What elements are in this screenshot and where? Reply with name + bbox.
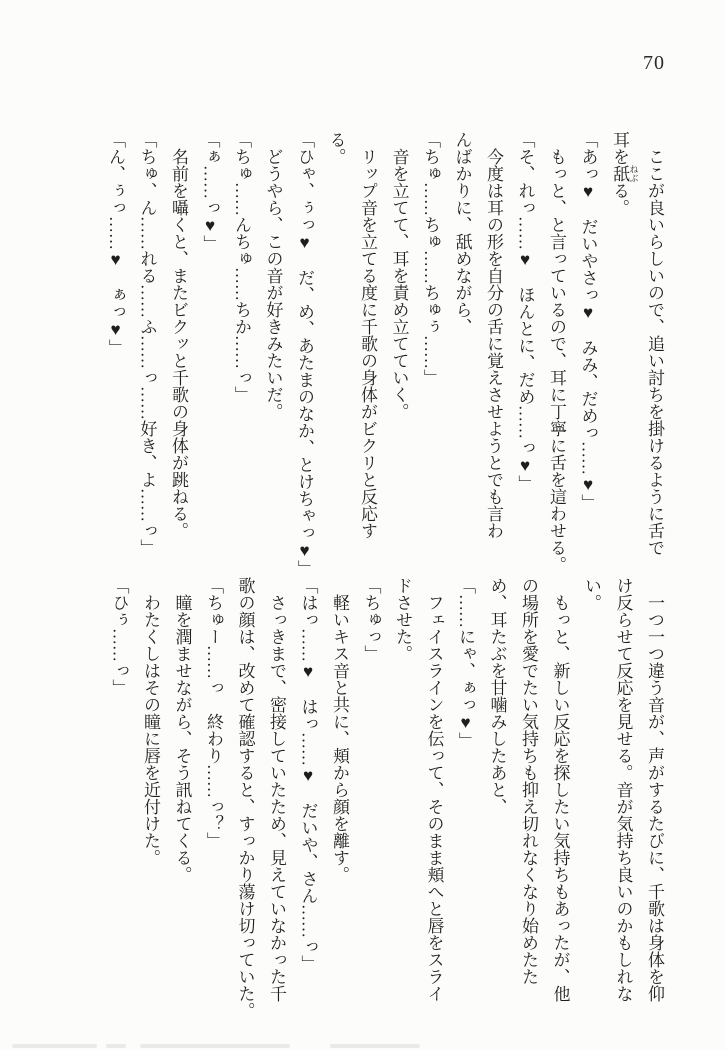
narration-line: どうやら、この音が好きみたいだ。 — [263, 148, 283, 420]
page-bottom-scan-artifact — [12, 1044, 97, 1048]
dialogue-line: 「ん、ぅっ……♥ ぁっ♥」 — [106, 131, 125, 356]
narration-line: 瞳を潤ませながら、そう訊ねてくる。 — [172, 594, 192, 883]
narration-line: ここが良いらしいので、追い討ちを掛けるように舌で — [645, 148, 664, 556]
narration-line: ドさせた。 — [393, 577, 412, 662]
narration-line: わたくしはその瞳に唇を近付けた。 — [141, 594, 160, 866]
narration-line: け反らせて反応を見せる。音が気持ち良いのかもしれな — [613, 577, 633, 1002]
page-number: 70 — [643, 52, 665, 74]
dialogue-line: 「そ、れっ……♥ ほんとに、だめ……っ♥」 — [515, 131, 535, 492]
text-block-upper — [100, 131, 671, 583]
dialogue-line: 「ちゅっ」 — [361, 577, 381, 662]
furigana: ねぶ — [628, 164, 639, 183]
narration-line: 今度は耳の形を自分の舌に覚えさせようとでも言わ — [484, 148, 503, 539]
narration-line: め、耳たぶを甘噛みしたあと、 — [487, 577, 507, 815]
narration-line: フェイスラインを伝って、そのまま頬へと唇をスライ — [424, 594, 444, 1002]
page-bottom-scan-artifact — [106, 1044, 126, 1048]
dialogue-line: 「ひぅ……っ」 — [109, 577, 129, 696]
text-block-lower — [103, 577, 670, 1029]
page-bottom-scan-artifact — [140, 1044, 290, 1048]
ruby-pre-text: 耳を — [610, 131, 629, 165]
narration-line: 歌の顔は、改めて確認すると、すっかり蕩け切っていた。 — [235, 577, 255, 1019]
dialogue-line: 「……にゃ、ぁっ♥」 — [456, 577, 475, 749]
dialogue-line: 「ちゅー……っ 終わり……っ？」 — [204, 577, 223, 849]
narration-line: の場所を愛でたい気持ちも抑え切れなくなり始めたた — [519, 577, 538, 985]
narration-line-with-furigana — [604, 131, 639, 583]
ruby-base: 舐 — [610, 164, 629, 183]
narration-line: もっと、新しい反応を探したい気持ちもあったが、他 — [550, 594, 570, 1002]
narration-line: さっきまで、密接していたため、見えていなかった千 — [267, 594, 286, 1002]
dialogue-line: 「ちゅ、ん……れる……ふ……っ……好き、よ……っ」 — [137, 131, 157, 556]
narration-line: んばかりに、舐めながら、 — [452, 131, 472, 335]
page-bottom-scan-artifact — [330, 1044, 420, 1048]
ruby-post-text: る。 — [610, 182, 629, 216]
dialogue-line: 「ひゃ、ぅっ♥ だ、め、あたまのなか、とけちゃっ♥」 — [295, 131, 314, 577]
narration-line: もっと、と言っているので、耳に丁寧に舌を這わせる。 — [547, 148, 566, 573]
dialogue-line: 「あっ♥ だいやさっ♥ みみ、だめっ……♥」 — [578, 131, 598, 511]
narration-line: る。 — [326, 131, 346, 165]
narration-line: リップ音を立てる度に千歌の身体がビクリと反応す — [358, 148, 377, 539]
narration-line: 一つ一つ違う音が、声がするたびに、千歌は身体を仰 — [645, 594, 664, 1002]
narration-line: い。 — [582, 577, 601, 611]
dialogue-line: 「ちゅ……ちゅ……ちゅぅ……」 — [421, 131, 440, 386]
narration-line: 音を立てて、耳を責め立てていく。 — [389, 148, 409, 420]
dialogue-line: 「ぁ……っ♥」 — [200, 131, 220, 252]
narration-line: 軽いキス音と共に、頬から顔を離す。 — [330, 594, 349, 883]
dialogue-line: 「はっ……♥ はっ……♥ だいや、さん……っ」 — [298, 577, 318, 972]
ruby-word — [610, 164, 639, 183]
dialogue-line: 「ちゅ……んちゅ……ちか……っ」 — [232, 131, 251, 403]
narration-line: 名前を囁くと、またビクッと千歌の身体が跳ねる。 — [169, 148, 188, 539]
